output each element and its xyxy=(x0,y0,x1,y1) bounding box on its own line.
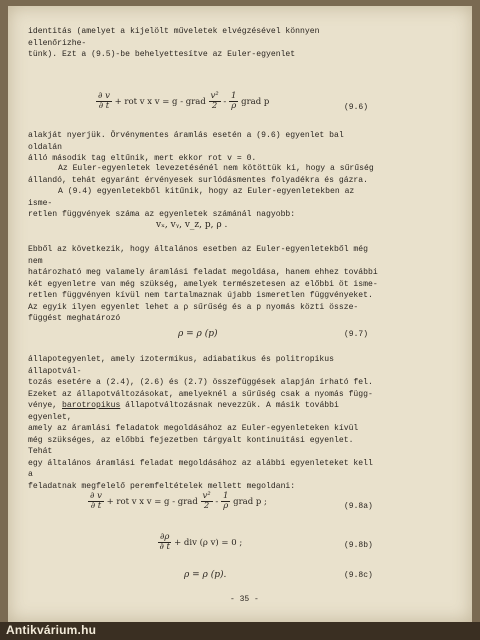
equation-label-9-7: (9.7) xyxy=(344,330,369,339)
antikvarium-logo: Antikvárium.hu xyxy=(6,623,97,637)
equation-9-8c: ρ = ρ (p). xyxy=(184,570,227,580)
paragraph-5: Ebből az következik, hogy általános esetben az Euler-egyenletekből még nem határozható meg valamely áramlási feladat megoldása, hanem ehhez további két egyenletre van még szükség, amelyek természetesen az előbbi öt isme- retlen függvényen kívül nem tartalmaznak újabb ismeretlen függvényeket. Az egyik ilyen egyenlet lehet a ρ sűrűség és a p nyomás közti össze- függést meghatározó xyxy=(28,245,378,323)
equation-9-6: $\frac{\partial v}{\partial t}$ + rot v x v = g - grad $\frac{\text{v²}}{2}$ - $\frac{1}{\rho}$ grad p xyxy=(98,91,270,111)
equation-label-9-8b: (9.8b) xyxy=(344,541,373,550)
equation-9-8b: $\frac{\partial\rho}{\partial t}$ + div (ρ v) = 0 ; xyxy=(159,532,243,552)
unknowns-list: vₓ, vᵧ, v_z, p, ρ . xyxy=(156,220,228,230)
paragraph-3: Az Euler-egyenletek levezetésénél nem kötöttük ki, hogy a sűrűség állandó, tehát egyaránt érvényesek surlódásmentes folyadékra és gázra. xyxy=(28,164,374,185)
paragraph-1: identitás (amelyet a kijelölt műveletek elvégzésével könnyen ellenőrizhe- tünk). Ezt a (9.5)-be behelyettesítve az Euler-egyenlet xyxy=(28,27,320,59)
equation-9-7: ρ = ρ (p) xyxy=(178,329,218,339)
page-number: - 35 - xyxy=(230,595,259,604)
book-page xyxy=(8,6,472,622)
equation-9-8a: $\frac{\partial v}{\partial t}$ + rot v x v = g - grad $\frac{\text{v²}}{2}$ - $\frac{1}{\rho}$ grad p ; xyxy=(90,491,267,511)
barotropikus-term: barotropikus xyxy=(62,401,121,410)
equation-label-9-6: (9.6) xyxy=(344,103,369,112)
equation-label-9-8c: (9.8c) xyxy=(344,571,373,580)
paragraph-4: A (9.4) egyenletekből kitűnik, hogy az Euler-egyenletekben az isme- retlen függvények száma az egyenletek számánál nagyobb: xyxy=(28,187,355,219)
paragraph-2: alakját nyerjük. Örvénymentes áramlás esetén a (9.6) egyenlet bal oldalán álló második tag eltűnik, mert ekkor rot v = 0. xyxy=(28,131,344,163)
watermark-bar xyxy=(0,622,480,640)
equation-label-9-8a: (9.8a) xyxy=(344,502,373,511)
paragraph-6: állapotegyenlet, amely izotermikus, adiabatikus és politropikus állapotvál- tozás esetére a (2.4), (2.6) és (2.7) összefüggések alapján írható fel. Ezeket az állapotváltozásokat, amelyeknél a sűrűség csak a nyomás függ- vénye, barotropikus állapotváltozásnak nevezzük. A másik további egyenlet, amely az áramlási feladatok megoldásához az Euler-egyenleteken kívül még szükséges, az előbbi fejezetben tárgyalt kontinuitási egyenlet. Tehát egy általános áramlási feladat megoldásához az alábbi egyenleteket kell a feladatnak megfelelő peremfeltételek mellett megoldani: xyxy=(28,355,373,491)
eq96-lhs-fraction: $\frac{\partial v}{\partial t}$ xyxy=(98,91,110,111)
